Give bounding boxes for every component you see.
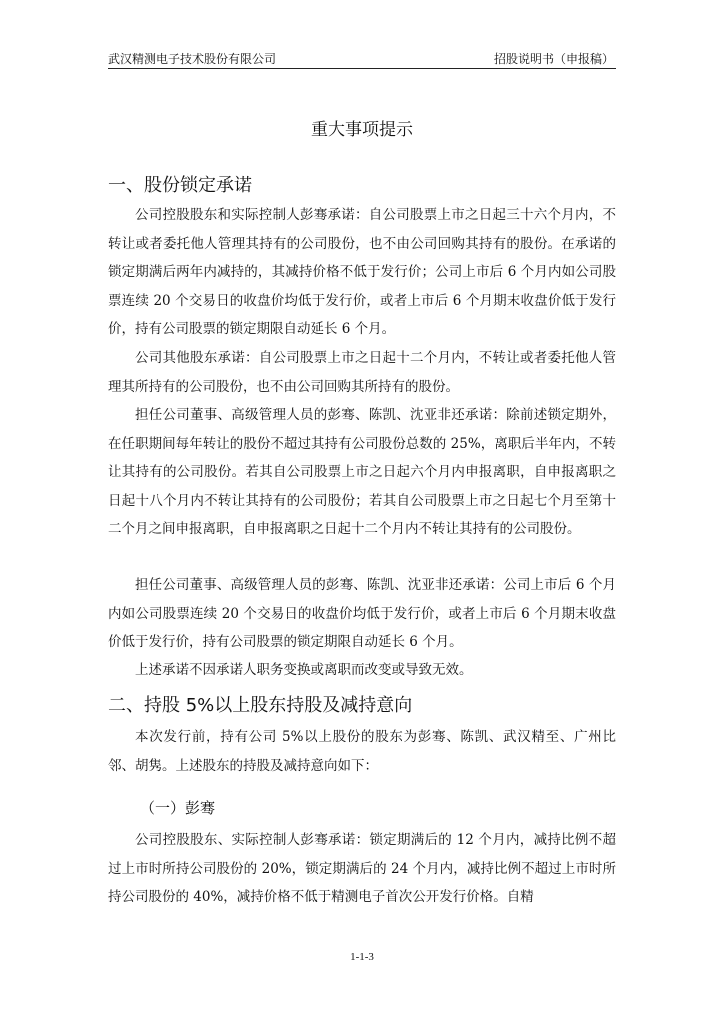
page-number: 1-1-3 — [350, 951, 374, 963]
paragraph: 公司控股股东和实际控制人彭骞承诺：自公司股票上市之日起三十六个月内，不转让或者委托他人管理其持有的公司股份，也不由公司回购其持有的股份。在承诺的锁定期满后两年内减持的，其减持价格不低于发行价；公司上市后 6 个月内如公司股票连续 20 个交易日的收盘价均低于发行价，或者上市后 6 个月期末收盘价低于发行价，持有公司股票的锁定期限自动延长 6 个月。 — [108, 207, 616, 338]
page-title: 重大事项提示 — [311, 120, 413, 140]
page-header — [108, 46, 616, 69]
paragraph: 上述承诺不因承诺人职务变换或离职而改变或导致无效。 — [135, 662, 473, 678]
paragraph: 公司其他股东承诺：自公司股票上市之日起十二个月内，不转让或者委托他人管理其所持有的公司股份，也不由公司回购其所持有的股份。 — [108, 350, 616, 395]
paragraph: 担任公司董事、高级管理人员的彭骞、陈凯、沈亚非还承诺：公司上市后 6 个月内如公司股票连续 20 个交易日的收盘价均低于发行价，或者上市后 6 个月期末收盘价低于发行价，持有公司股票的锁定期限自动延长 6 个月。 — [108, 577, 616, 651]
section-heading-1: 一、股份锁定承诺 — [108, 175, 252, 196]
header-doc-type: 招股说明书（申报稿） — [493, 52, 614, 66]
subsection-heading: （一）彭骞 — [140, 799, 216, 817]
paragraph: 公司控股股东、实际控制人彭骞承诺：锁定期满后的 12 个月内，减持比例不超过上市时所持公司股份的 20%，锁定期满后的 24 个月内，减持比例不超过上市时所持公司股份的 40%，减持价格不低于精测电子首次公开发行价格。自精 — [108, 832, 616, 906]
paragraph: 担任公司董事、高级管理人员的彭骞、陈凯、沈亚非还承诺：除前述锁定期外，在任职期间每年转让的股份不超过其持有公司股份总数的 25%，离职后半年内，不转让其持有的公司股份。若其自公司股票上市之日起六个月内申报离职，自申报离职之日起十八个月内不转让其持有的公司股份；若其自公司股票上市之日起七个月至第十二个月之间申报离职，自申报离职之日起十二个月内不转让其持有的公司股份。 — [108, 407, 616, 538]
section-heading-2: 二、持股 5%以上股东持股及减持意向 — [108, 695, 413, 716]
header-company: 武汉精测电子技术股份有限公司 — [108, 52, 277, 66]
paragraph: 本次发行前，持有公司 5%以上股份的股东为彭骞、陈凯、武汉精至、广州比邻、胡隽。上述股东的持股及减持意向如下： — [108, 729, 616, 774]
